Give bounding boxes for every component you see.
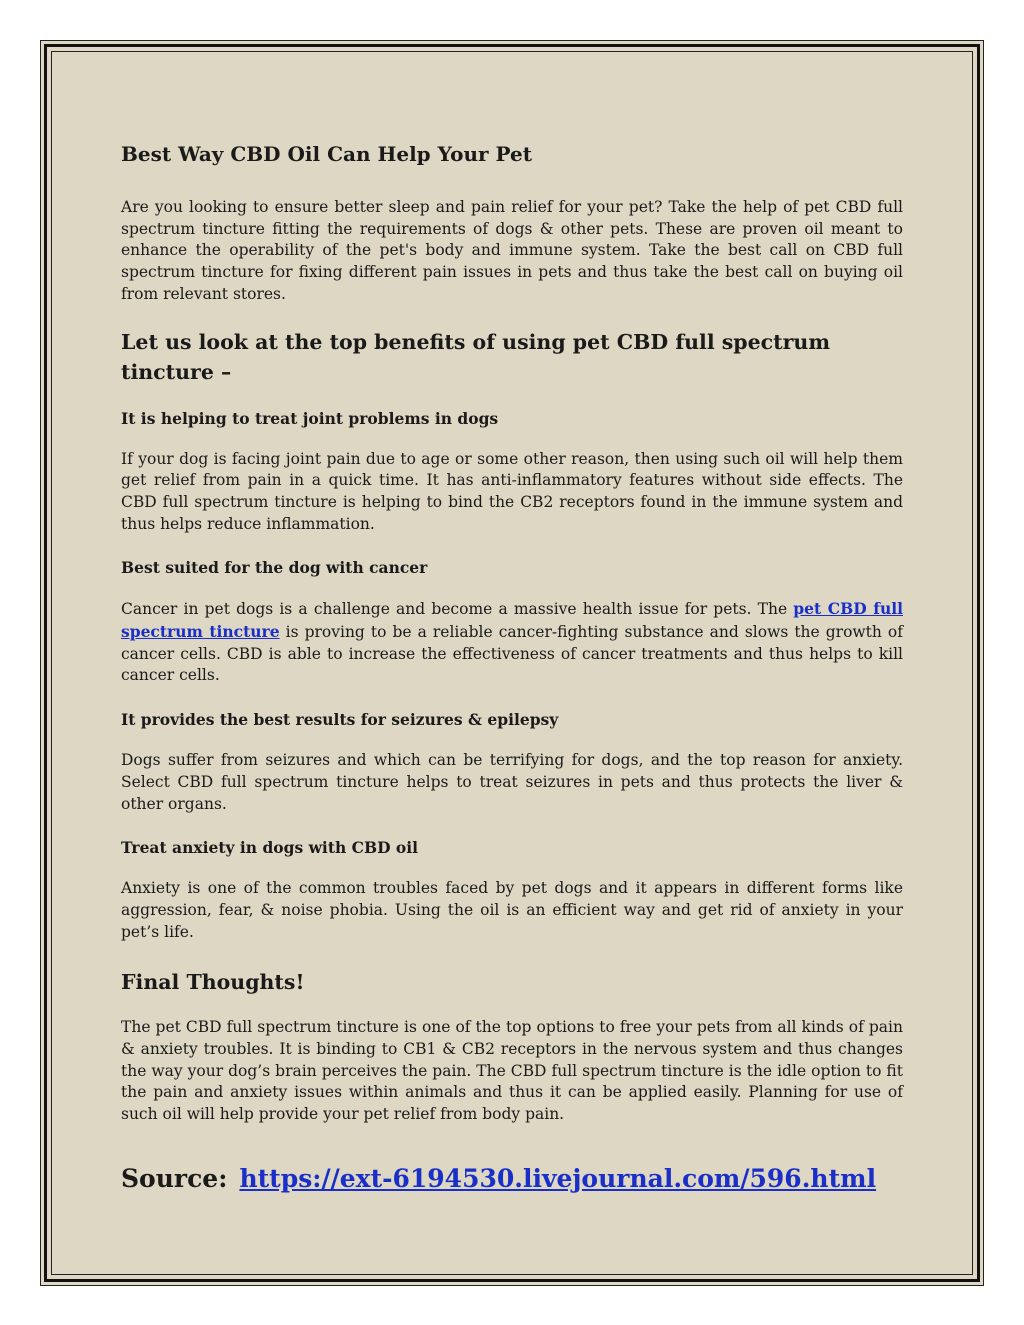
section-text-anxiety: Anxiety is one of the common troubles faced by pet dogs and it appears in different forms like aggression, fear, & noise phobia. Using the oil is an efficient way and get rid of anxiety in your pet’s life. bbox=[121, 879, 903, 941]
intro-paragraph: Are you looking to ensure better sleep and pain relief for your pet? Take the help of pet CBD full spectrum tincture fitting the requirements of dogs & other pets. These are proven oil meant to enhance the operability of the pet's body and immune system. Take the best call on CBD full spectrum tincture for fixing different pain issues in pets and thus take the best call on buying oil from relevant stores. bbox=[121, 198, 903, 303]
benefits-heading: Let us look at the top benefits of using pet CBD full spectrum tincture – bbox=[121, 329, 831, 384]
final-thoughts-heading: Final Thoughts! bbox=[121, 970, 305, 995]
section-text-cancer bbox=[121, 598, 903, 687]
pet-cbd-tincture-link[interactable]: pet CBD full spectrum tincture bbox=[121, 599, 903, 642]
section-heading-seizures: It provides the best results for seizures & epilepsy bbox=[121, 710, 559, 730]
cancer-text-after-link: is proving to be a reliable cancer-fighting substance and slows the growth of cancer cells. CBD is able to increase the effectiveness of cancer treatments and thus helps to kill cancer cells. bbox=[121, 623, 903, 685]
document-title: Best Way CBD Oil Can Help Your Pet bbox=[121, 142, 532, 166]
section-heading-anxiety: Treat anxiety in dogs with CBD oil bbox=[121, 838, 419, 858]
cancer-text-before-link: Cancer in pet dogs is a challenge and become a massive health issue for pets. The bbox=[121, 600, 794, 619]
section-text-joint: If your dog is facing joint pain due to age or some other reason, then using such oil will help them get relief from pain in a quick time. It has anti-inflammatory features without side effects. The CBD full spectrum tincture is helping to bind the CB2 receptors found in the immune system and thus helps reduce inflammation. bbox=[121, 449, 903, 533]
source-line bbox=[121, 1161, 903, 1197]
section-heading-joint: It is helping to treat joint problems in dogs bbox=[121, 408, 499, 428]
final-thoughts-text: The pet CBD full spectrum tincture is one of the top options to free your pets from all kinds of pain & anxiety troubles. It is binding to CB1 & CB2 receptors in the nervous system and thus changes the way your dog’s brain perceives the pain. The CBD full spectrum tincture is the idle option to fit the pain and anxiety issues within animals and thus it can be applied easily. Planning for use of such oil will help provide your pet relief from body pain. bbox=[121, 1018, 903, 1124]
document-body bbox=[121, 138, 903, 1197]
section-heading-cancer: Best suited for the dog with cancer bbox=[121, 558, 428, 578]
source-link[interactable]: https://ext-6194530.livejournal.com/596.html bbox=[239, 1163, 877, 1193]
source-label: Source: bbox=[121, 1163, 228, 1193]
section-text-seizures: Dogs suffer from seizures and which can be terrifying for dogs, and the top reason for anxiety. Select CBD full spectrum tincture helps to treat seizures in pets and thus protects the liver & other organs. bbox=[121, 751, 903, 813]
